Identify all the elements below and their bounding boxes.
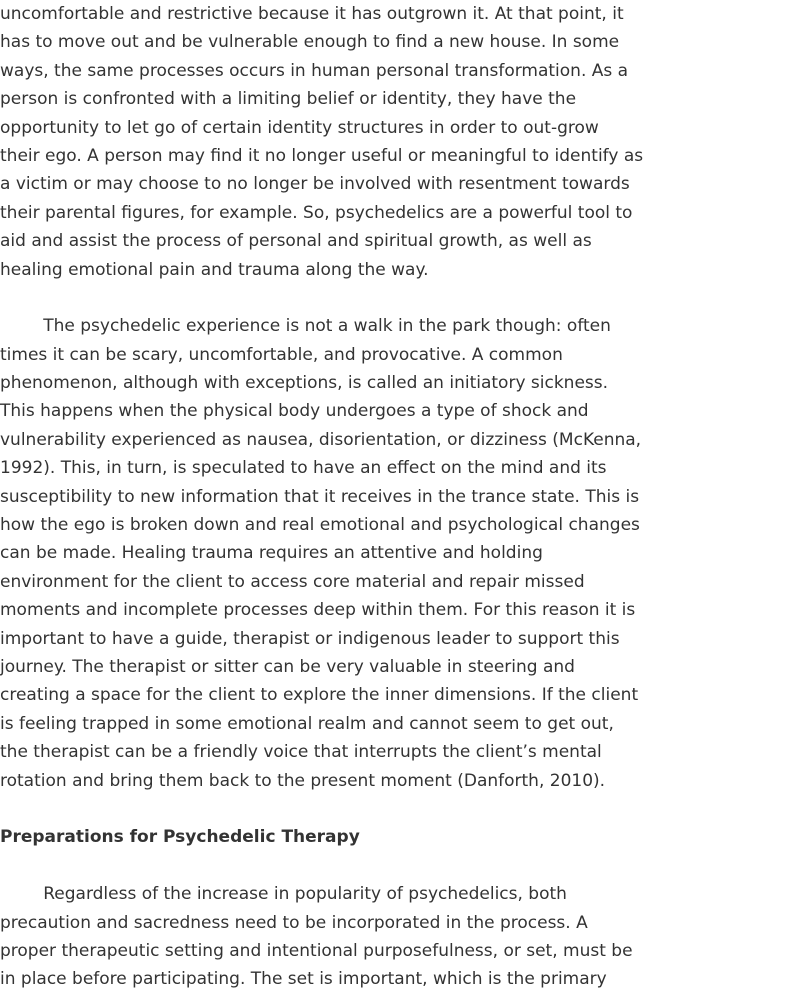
text-line: phenomenon, although with exceptions, is called an initiatory sickness. [0,373,609,394]
text-line: precaution and sacredness need to be incorporated in the process. A [0,912,588,933]
text-line: journey. The therapist or sitter can be very valuable in steering and [0,656,575,677]
paragraph-outgrowing-identity [0,0,787,284]
text-line: their parental figures, for example. So, psychedelics are a powerful tool to [0,202,633,223]
paragraph-spacer [0,795,787,823]
text-line: their ego. A person may find it no longer useful or meaningful to identify as [0,145,644,166]
text-line: ways, the same processes occurs in human personal transformation. As a [0,60,629,81]
text-line: vulnerability experienced as nausea, disorientation, or dizziness (McKenna, [0,429,642,450]
text-line: proper therapeutic setting and intentional purposefulness, or set, must be [0,940,633,961]
paragraph-psychedelic-experience [0,312,787,795]
text-line: healing emotional pain and trauma along the way. [0,259,429,280]
paragraph-spacer [0,284,787,312]
text-line: This happens when the physical body undergoes a type of shock and [0,401,589,422]
text-line: opportunity to let go of certain identity structures in order to out-grow [0,117,599,138]
text-line: Regardless of the increase in popularity of psychedelics, both [0,884,567,905]
text-line: aid and assist the process of personal and spiritual growth, as well as [0,231,592,252]
text-line: in place before participating. The set is important, which is the primary [0,969,607,990]
text-line: important to have a guide, therapist or indigenous leader to support this [0,628,620,649]
text-line: environment for the client to access core material and repair missed [0,571,585,592]
text-line: uncomfortable and restrictive because it has outgrown it. At that point, it [0,4,624,24]
text-line: has to move out and be vulnerable enough to find a new house. In some [0,32,620,53]
text-line: susceptibility to new information that it receives in the trance state. This is [0,486,640,507]
text-line: 1992). This, in turn, is speculated to have an effect on the mind and its [0,458,607,479]
text-line: how the ego is broken down and real emotional and psychological changes [0,515,640,536]
text-line: The psychedelic experience is not a walk in the park though: often [0,316,611,337]
text-line: person is confronted with a limiting belief or identity, they have the [0,89,577,110]
paragraph-preparations [0,880,787,994]
text-line: a victim or may choose to no longer be involved with resentment towards [0,174,630,195]
text-line: moments and incomplete processes deep within them. For this reason it is [0,600,636,621]
text-line: the therapist can be a friendly voice that interrupts the client’s mental [0,742,602,763]
text-line: rotation and bring them back to the present moment (Danforth, 2010). [0,770,606,791]
text-line: times it can be scary, uncomfortable, and provocative. A common [0,344,563,365]
paragraph-spacer [0,852,787,880]
section-heading: Preparations for Psychedelic Therapy [0,827,360,848]
text-line: creating a space for the client to explore the inner dimensions. If the client [0,685,639,706]
text-line: can be made. Healing trauma requires an attentive and holding [0,543,543,564]
text-line: is feeling trapped in some emotional realm and cannot seem to get out, [0,713,614,734]
